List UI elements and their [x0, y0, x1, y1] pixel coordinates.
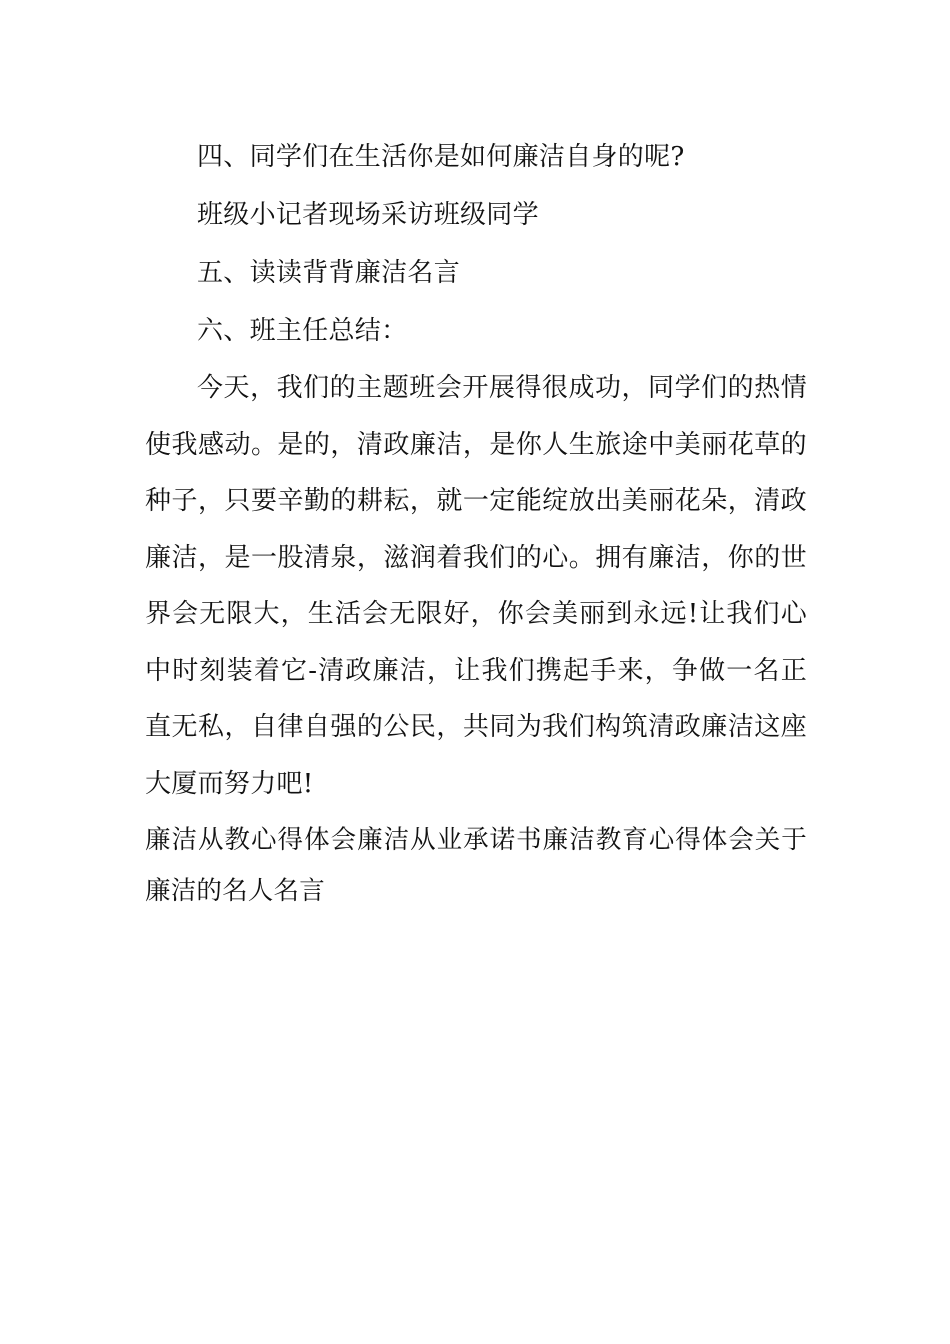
item-four: 四、同学们在生活你是如何廉洁自身的呢? — [197, 142, 685, 172]
summary-paragraph: 今天，我们的主题班会开展得很成功，同学们的热情使我感动。是的，清政廉洁，是你人生旅途中美丽花草的种子，只要辛勤的耕耘，就一定能绽放出美丽花朵，清政廉洁，是一股清泉，滋润着我们的心。拥有廉洁，你的世界会无限大，生活会无限好，你会美丽到永远!让我们心中时刻装着它-清政廉洁，让我们携起手来，争做一名正直无私，自律自强的公民，共同为我们构筑清政廉洁这座大厦而努力吧! — [145, 373, 807, 799]
item-six: 六、班主任总结： — [197, 316, 408, 346]
related-links[interactable]: 廉洁从教心得体会廉洁从业承诺书廉洁教育心得体会关于廉洁的名人名言 — [145, 825, 807, 906]
item-five: 五、读读背背廉洁名言 — [197, 258, 461, 288]
document-content — [145, 128, 807, 917]
item-reporter: 班级小记者现场采访班级同学 — [197, 200, 539, 230]
